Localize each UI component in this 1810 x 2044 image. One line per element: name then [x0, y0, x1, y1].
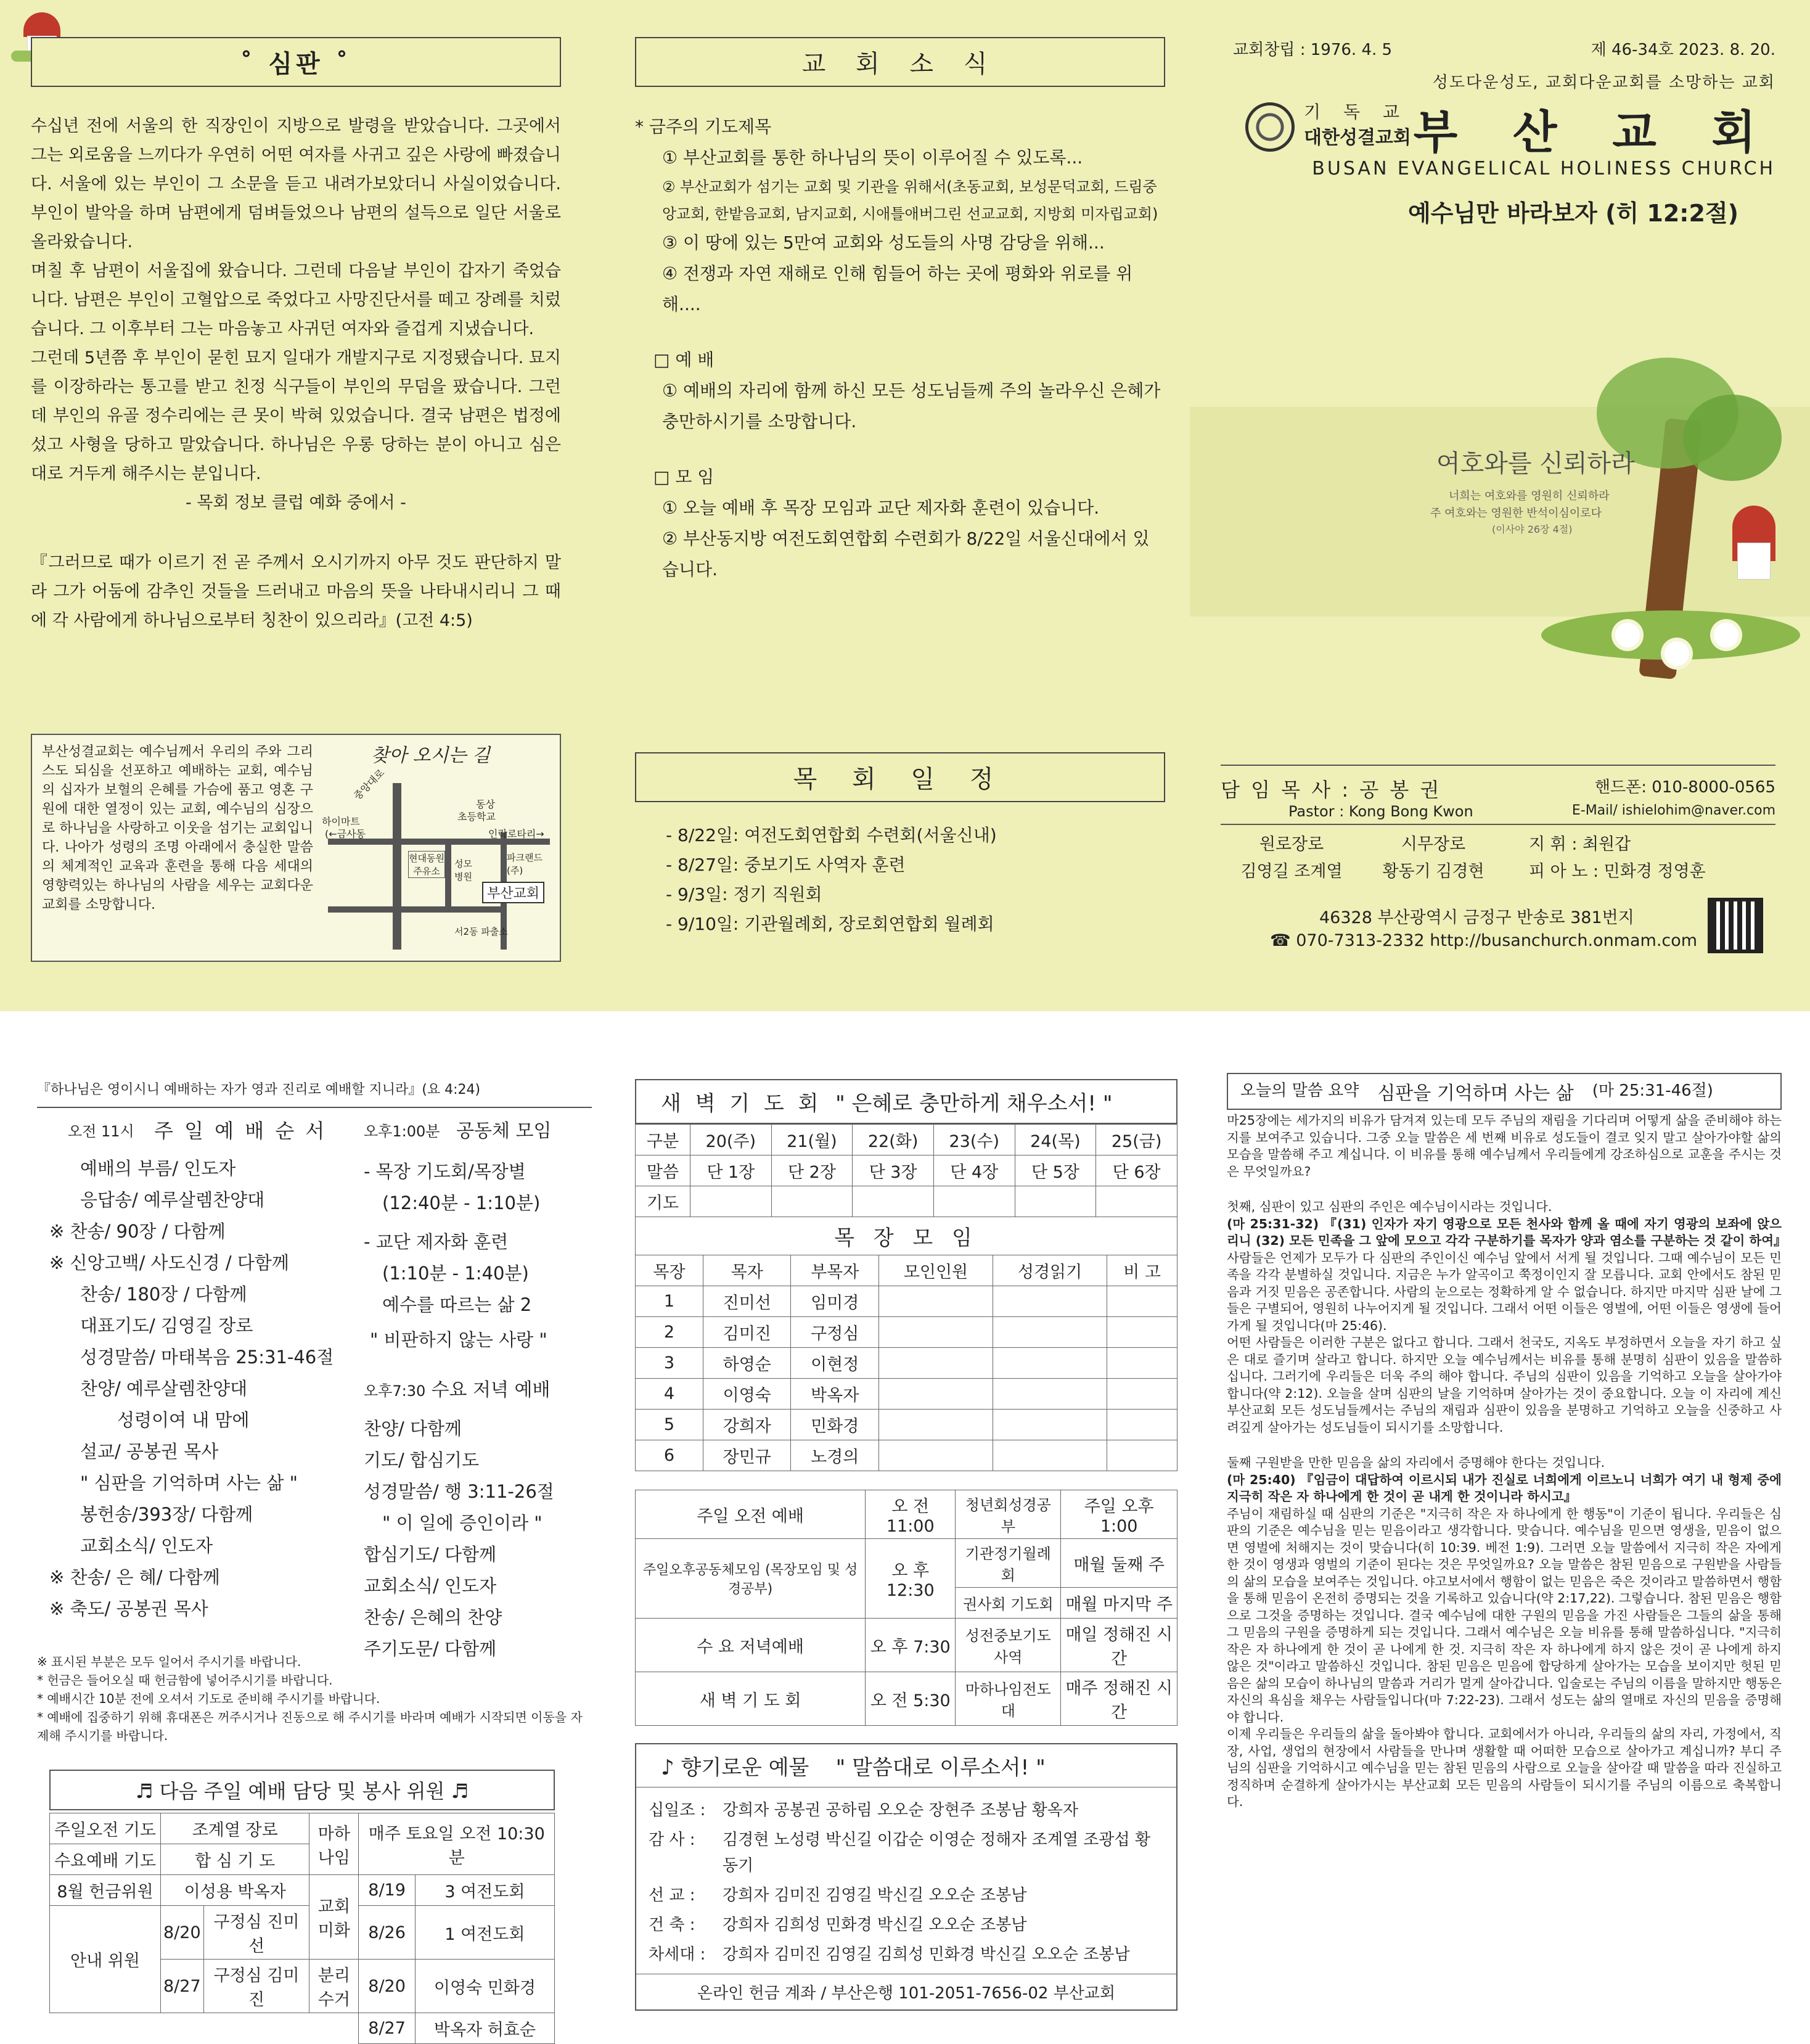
schedule-item: - 8/27일: 중보기도 사역자 훈련: [666, 855, 906, 875]
dawn-cell: 말씀: [636, 1155, 690, 1186]
wed-item: " 이 일에 증인이라 ": [382, 1512, 543, 1533]
sermon-paragraph: 사람들은 언제가 모두가 다 심판의 주인이신 예수님 앞에서 서게 될 것입니다. 그때 예수님이 모든 민족을 각각 분별하실 것입니다. 지금은 누가 알곡이고 쭉정이인지 잘 모릅니다. 교회 안에서도 참된 믿음과 거짓 믿음은 공존합니다. 사람의 눈으로는 정확하게 알 수 없습니다. 하지만 마지막 심판 날에 그들은 구별되어, 영원히 나누어지게 될 것입니다. 그래서 어떤 이들은 영벌에, 어떤 이들은 영생에 들어가게 될 것입니다(마 25:46).: [1227, 1250, 1782, 1333]
cell-table: [635, 1255, 1177, 1471]
cell-leader: 이영숙: [703, 1379, 791, 1410]
guide-date: 8/20: [161, 1906, 204, 1960]
meeting-item: ② 부산동지방 여전도회연합회 수련회가 8/22일 서울신대에서 있습니다.: [662, 528, 1150, 580]
offering-names: 강희자 김미진 김영길 박신길 오오순 조봉남: [723, 1886, 1027, 1905]
offering-label: 건 축 :: [649, 1916, 695, 1934]
offering-names: 김경현 노성령 박신길 이갑순 이영순 정해자 조계열 조광섭 황동기: [723, 1831, 1151, 1875]
order-item: ※ 신앙고백/ 사도신경 / 다함께: [49, 1252, 289, 1273]
cell-leader: 하영순: [703, 1348, 791, 1379]
beauty-date: 8/19: [359, 1875, 415, 1906]
afternoon-item: - 목장 기도회/목장별: [364, 1161, 526, 1182]
duty-title: ♬ 다음 주일 예배 담당 및 봉사 위원 ♬: [49, 1770, 555, 1810]
afternoon-item: (1:10분 - 1:40분): [382, 1263, 529, 1284]
judgment-paragraph: 수십년 전에 서울의 한 직장인이 지방으로 발령을 받았습니다. 그곳에서 그는 외로움을 느끼다가 우연히 어떤 여자를 사귀고 깊은 사랑에 빠졌습니다. 서울에 있는 부인이 그 소문을 듣고 내려가보았더니 사실이었습니다. 부인이 발악을 하며 남편에게 덤벼들었으나 남편의 설득으로 일단 서울로 올라왔습니다.: [31, 117, 561, 252]
sermon-paragraph: 둘째 구원받을 만한 믿음을 삶의 자리에서 증명해야 한다는 것입니다.: [1227, 1455, 1605, 1470]
intro-text: 부산성결교회는 예수님께서 우리의 주와 그리스도 되심을 선포하고 예배하는 교회, 예수님의 십자가 보혈의 은혜를 가슴에 품고 영혼 구원에 대한 열정이 있는 교회, 예수님의 심장으로 하나님을 사랑하고 이웃을 섬기는 교회입니다. 나아가 성령의 조명 아래에서 충실한 말씀의 체계적인 교육과 훈련을 통해 다음 세대의 영향력있는 하나님의 사람을 세우는 교회다운 교회를 소망합니다.: [42, 744, 313, 913]
offering-label: 십일조 :: [649, 1801, 706, 1820]
cell-leader: 김미진: [703, 1317, 791, 1348]
judgment-paragraph: 그런데 5년쯤 후 부인이 묻힌 묘지 일대가 개발지구로 지정됐습니다. 묘지를 이장하라는 통고를 받고 친정 식구들이 부인의 무덤을 팠습니다. 그런데 부인의 유골 정수리에는 큰 못이 박혀 있었습니다. 결국 남편은 법정에 섰고 사형을 당하고 말았습니다. 하나님은 우롱 당하는 분이 아니고 심은 대로 거두게 해주시는 분입니다.: [31, 348, 561, 483]
offering-title: ♪ 향기로운 예물: [661, 1755, 809, 1780]
recycle-label: 분리 수거: [309, 1960, 359, 2013]
offering-box: [635, 1743, 1177, 2011]
cell-subleader: 박옥자: [791, 1379, 878, 1410]
order-item: ※ 찬송/ 90장 / 다함께: [49, 1221, 226, 1242]
cell-col: 부목자: [791, 1255, 878, 1286]
meeting-heading: □ 모 임: [653, 467, 715, 487]
schedule-panel: [635, 752, 1165, 939]
schedule-list: [635, 821, 1165, 939]
dawn-col: 25(금): [1096, 1125, 1177, 1155]
order-item: ※ 찬송/ 은 혜/ 다함께: [49, 1567, 220, 1588]
church-name: 부 산 교 회: [1413, 106, 1775, 159]
map-label: 인락로타리→: [488, 828, 544, 840]
service-name: 새 벽 기 도 회: [636, 1672, 866, 1726]
map-label: (←금사동: [325, 828, 366, 840]
cell-subleader: 민화경: [791, 1410, 878, 1440]
cell-subleader: 노경의: [791, 1440, 878, 1471]
founded-date: 교회창립 : 1976. 4. 5: [1233, 41, 1393, 59]
order-item: 찬송/ 180장 / 다함께: [80, 1284, 247, 1305]
note: * 예배시간 10분 전에 오셔서 기도로 준비해 주시기를 바랍니다.: [37, 1691, 380, 1706]
elder-active-names: 황동기 김경현: [1382, 862, 1484, 881]
duty-value: 이성용 박옥자: [161, 1875, 309, 1906]
service-time: 매월 마지막 주: [1061, 1588, 1177, 1619]
prayer-item: ④ 전쟁과 자연 재해로 인해 힘들어 하는 곳에 평화와 위로를 위해....: [662, 263, 1133, 314]
order-item: ※ 축도/ 공봉권 목사: [49, 1598, 208, 1619]
dawn-col: 구분: [636, 1125, 690, 1155]
afternoon-item: 예수를 따르는 삶 2: [382, 1294, 532, 1315]
cell-subleader: 임미경: [791, 1286, 878, 1317]
map-label: 파크랜드(주): [507, 852, 543, 876]
beauty-team: 3 여전도회: [415, 1875, 554, 1906]
am-time: 오전 11시: [68, 1123, 134, 1140]
wed-title: 수요 저녁 예배: [431, 1379, 551, 1401]
sermon-title: 심판을 기억하며 사는 삶: [1377, 1083, 1574, 1104]
order-item: 예배의 부름/ 인도자: [80, 1158, 236, 1179]
pastor-phone: 핸드폰: 010-8000-0565: [1594, 778, 1775, 797]
flower-icon: [1615, 623, 1640, 647]
church-logo-icon: [1245, 102, 1295, 152]
service-times-table: [635, 1490, 1177, 1726]
dawn-header: [635, 1079, 1177, 1124]
sermon-label: 오늘의 말씀 요약: [1240, 1082, 1359, 1100]
dawn-cell: 단 5장: [1015, 1155, 1096, 1186]
afternoon-item: " 비판하지 않는 사랑 ": [370, 1329, 547, 1350]
dawn-table: [635, 1124, 1177, 1217]
service-name: 기관정기월례회: [956, 1539, 1061, 1588]
service-name: 청년회성경공부: [956, 1490, 1061, 1539]
prayer-item: ② 부산교회가 섬기는 교회 및 기관을 위해서(초동교회, 보성문덕교회, 드림중앙교회, 한밭음교회, 남지교회, 시애틀애버그린 선교교회, 지방회 미자립교회): [662, 178, 1158, 223]
order-item: 응답송/ 예루살렘찬양대: [80, 1189, 265, 1210]
sermon-reference: (마 25:31-46절): [1592, 1082, 1713, 1100]
offering-account: 온라인 헌금 계좌 / 부산은행 101-2051-7656-02 부산교회: [636, 1974, 1176, 2003]
order-item: 성령이여 내 맘에: [117, 1410, 250, 1430]
beauty-date: 8/26: [359, 1906, 415, 1960]
dawn-col: 24(목): [1015, 1125, 1096, 1155]
theme-verse: 예수님만 바라보자 (히 12:2절): [1407, 200, 1738, 227]
service-name: 주일 오전 예배: [636, 1490, 866, 1539]
wed-item: 교회소식/ 인도자: [364, 1575, 497, 1596]
guide-date: 8/27: [161, 1960, 204, 2013]
judgment-verse: 『그러므로 때가 이르기 전 곧 주께서 오시기까지 아무 것도 판단하지 말라 그가 어둠에 감추인 것들을 드러내고 마음의 뜻을 나타내시리니 그 때에 각 사람에게 하나님으로부터 칭찬이 있으리라』(고전 4:5): [31, 553, 561, 630]
cell-col: 비 고: [1107, 1255, 1177, 1286]
sermon-body: [1227, 1112, 1787, 1811]
sermon-paragraph: 첫째, 심판이 있고 심판의 주인은 예수님이시라는 것입니다.: [1227, 1199, 1552, 1214]
duty-panel: [49, 1770, 555, 2044]
service-name: 마하나임전도대: [956, 1672, 1061, 1726]
service-time: 주일 오후 1:00: [1061, 1490, 1177, 1539]
prayer-item: ③ 이 땅에 있는 5만여 교회와 성도들의 사명 감당을 위해...: [662, 232, 1105, 253]
denomination-top: 기 독 교: [1304, 102, 1408, 122]
afternoon-list: [364, 1156, 598, 1665]
pianist: 피 아 노 : 민화경 정영훈: [1529, 862, 1706, 881]
directions-map: [322, 740, 556, 956]
dawn-cell: 기도: [636, 1186, 690, 1217]
order-item: 봉헌송/393장/ 다함께: [80, 1504, 253, 1525]
map-church-label: 부산교회: [482, 882, 544, 903]
note: ※ 표시된 부분은 모두 일어서 주시기를 바랍니다.: [37, 1654, 301, 1669]
news-body: [635, 112, 1165, 585]
afternoon-item: - 교단 제자화 훈련: [364, 1231, 509, 1252]
cell-col: 목장: [636, 1255, 703, 1286]
sermon-paragraph: 마25장에는 세가지의 비유가 담겨져 있는데 모두 주님의 재림을 기다리며 어떻게 삶을 준비해야 하는 지를 보여주고 있습니다. 그중 오늘 말씀은 세 번째 비유로 성도들이 결코 잊지 말고 살아가야할 삶의 모습을 말씀해 주고 계십니다. 이 비유를 통해 예수님께서 우리들에게 강조하심으로 교훈을 주시는 것은 무엇일까요?: [1227, 1113, 1782, 1179]
guide-names: 구정심 김미진: [203, 1960, 309, 2013]
map-label: 중앙대로: [351, 766, 387, 802]
cell-row-num: 3: [636, 1348, 703, 1379]
sermon-title-item: " 심판을 기억하며 사는 삶 ": [80, 1472, 298, 1493]
cell-col: 성경읽기: [993, 1255, 1107, 1286]
tree-illustration: [1578, 345, 1800, 691]
issue-number: 제 46-34호 2023. 8. 20.: [1591, 41, 1775, 59]
wed-item: 주기도문/ 다함께: [364, 1638, 497, 1659]
church-contact: ☎ 070-7313-2332 http://busanchurch.onmam.com: [1270, 931, 1698, 950]
cell-row-num: 2: [636, 1317, 703, 1348]
mahana-head: 매주 토요일 오전 10:30분: [359, 1813, 555, 1875]
prayer-heading: * 금주의 기도제목: [635, 117, 772, 137]
map-label: 현대동원 주유소: [408, 851, 445, 878]
cell-row-num: 4: [636, 1379, 703, 1410]
staff-info: [1221, 765, 1775, 966]
sermon-quote: (마 25:40) 『임금이 대답하여 이르시되 내가 진실로 너희에게 이르노니 너희가 여기 내 형제 중에 지극히 작은 자 하나에게 한 것이 곧 내게 한 것이니라 하시고』: [1227, 1472, 1782, 1504]
banner-reference: (이사야 26장 4절): [1492, 523, 1573, 535]
elder-emeritus-label: 원로장로: [1259, 835, 1324, 854]
order-notes: [37, 1652, 592, 1745]
duty-table: [49, 1813, 555, 2044]
judgment-source: - 목회 정보 클럽 예화 중에서 -: [186, 493, 406, 512]
pastor-english: Pastor : Kong Bong Kwon: [1288, 803, 1473, 820]
service-time: 오 전 5:30: [866, 1672, 956, 1726]
dawn-cell: 단 6장: [1096, 1155, 1177, 1186]
sermon-header: [1227, 1073, 1782, 1110]
cell-row-num: 1: [636, 1286, 703, 1317]
note: * 예배에 집중하기 위해 휴대폰은 꺼주시거나 진동으로 해 주시기를 바라며 예배가 시작되면 이동을 자제해 주시기를 바랍니다.: [37, 1710, 583, 1743]
service-time: 매일 정해진 시간: [1061, 1619, 1177, 1672]
qr-code-icon: [1708, 898, 1763, 953]
duty-label: 8월 헌금위원: [50, 1875, 161, 1906]
banner-title: 여호와를 신뢰하라: [1436, 449, 1635, 478]
service-time: 오 전 11:00: [866, 1490, 956, 1539]
duty-value: 조계열 장로: [161, 1813, 309, 1844]
service-name: 권사회 기도회: [956, 1588, 1061, 1619]
dawn-cell: 단 2장: [771, 1155, 853, 1186]
motto: 성도다운성도, 교회다운교회를 소망하는 교회: [1432, 73, 1775, 92]
sermon-paragraph: 어떤 사람들은 이러한 구분은 없다고 합니다. 그래서 천국도, 지옥도 부정하면서 오늘을 자기 하고 싶은 대로 즐기며 살라고 합니다. 하지만 오늘 예수님께서는 비유를 통해 분명히 심판이 있음을 말씀하십니다. 그러기에 우리들은 더욱 주의 해야 합니다. 주님의 심판이 있음을 기억하고 오늘을 살아가야 합니다(약 2:12). 오늘을 살며 심판의 날을 기억하며 살아가는 것이 중요합니다. 오늘 이 자리에 계신 부산교회 모든 성도님들께서는 주님의 재림과 심판이 있음을 분명하고 기억하고 오늘을 신중하고 사려깊게 살아가는 성도님들이 되시기를 소망합니다.: [1227, 1335, 1782, 1435]
offering-label: 감 사 :: [649, 1831, 695, 1849]
bulletin-inner-page: [0, 1024, 1810, 2040]
order-verse: 『하나님은 영이시니 예배하는 자가 영과 진리로 예배할 지니라』(요 4:24): [37, 1082, 481, 1098]
order-item: 대표기도/ 김영길 장로: [80, 1315, 253, 1336]
beauty-label: 교회 미화: [309, 1875, 359, 1960]
elder-active-label: 시무장로: [1401, 835, 1466, 854]
pastor-label: 담 임 목 사 : 공 봉 권: [1221, 778, 1442, 802]
sermon-paragraph: 주님이 재림하실 때 심판의 기준은 "지극히 작은 자 하나에게 한 행동"이 기준이 됩니다. 우리들은 심판의 기준은 예수님을 믿는 믿음이라고 생각합니다. 맞습니다. 예수님을 믿으면 영생을, 믿음이 없으면 영벌에 처해지는 것이 맞습니다(히 10:39. 베전 1:9). 그러면 오늘 말씀에서 지극히 작은 자에게 한 것이 영생과 영벌의 기준이 된다는 것은 무엇일까요? 오늘 말씀은 참된 믿음으로 구원받을 사람들의 삶의 모습을 보여주는 것입니다. 야고보서에서 행함이 없는 믿음은 죽은 것이라고 말씀하면서 행함을 통해 믿음이 온전히 증명되는 것을 기록하고 있습니다(약 2:17,22). 그렇습니다. 참된 믿음은 행함으로 그것을 증명하는 것입니다. 결국 예수님에 대한 구원의 믿음을 가진 사람들은 그들의 삶을 통해 그 믿음의 구원을 증명하게 되는 것입니다. 그래서 예수님은 오늘 비유를 통해 말씀하십니다. "지극히 작은 자 하나에게 한 것이 곧 나에게 한 것. 지극히 작은 자 하나에게 하지 않은 것이 곧 나에게 하지 않은 것"이라고 말씀하신 것입니다. 참된 믿음은 믿음에 합당하게 살아가는 모습을 보이지만 헛된 믿음은 삶의 모습이 하나님의 말씀과 거리가 멀게 살아갑니다. 입술로는 주님의 이름을 말하지만 행동은 자신의 욕심을 채우는 사람들입니다(마 7:22-23). 그래서 성도는 삶의 열매로 자신의 믿음을 증명해야 합니다.: [1227, 1506, 1782, 1725]
dawn-col: 21(월): [771, 1125, 853, 1155]
sermon-panel: [1227, 1073, 1787, 1811]
offering-subtitle: " 말씀대로 이루소서! ": [835, 1755, 1046, 1780]
beauty-team: 1 여전도회: [415, 1906, 554, 1960]
bulletin-outer-page: [0, 0, 1810, 1011]
cell-row-num: 5: [636, 1410, 703, 1440]
guide-names: 구정심 진미선: [203, 1906, 309, 1960]
service-name: 성전중보기도사역: [956, 1619, 1061, 1672]
cell-col: 목자: [703, 1255, 791, 1286]
order-item: 설교/ 공봉권 목사: [80, 1441, 219, 1462]
news-panel: [635, 37, 1165, 585]
wed-time: 오후7:30: [364, 1382, 426, 1400]
mahana-label: 마하 나임: [309, 1813, 359, 1875]
dawn-subtitle: " 은혜로 충만하게 채우소서! ": [835, 1091, 1113, 1116]
sermon-gap: [1227, 1436, 1782, 1455]
duty-label: 주일오전 기도: [50, 1813, 161, 1844]
map-label: 하이마트: [322, 816, 360, 827]
flower-icon: [1714, 623, 1738, 647]
order-item: 교회소식/ 인도자: [80, 1535, 213, 1556]
map-label: 성모병원: [454, 858, 472, 882]
recycle-names: 박옥자 허효순: [415, 2013, 554, 2044]
judgment-panel: [31, 37, 561, 635]
cell-leader: 장민규: [703, 1440, 791, 1471]
banner-line: 주 여호와는 영원한 반석이심이로다: [1430, 507, 1602, 520]
cover-panel: [1233, 37, 1775, 228]
service-name: 수 요 저녁예배: [636, 1619, 866, 1672]
cell-leader: 진미선: [703, 1286, 791, 1317]
note: * 헌금은 들어오실 때 헌금함에 넣어주시기를 바랍니다.: [37, 1673, 333, 1688]
wed-item: 기도/ 합심기도: [364, 1450, 480, 1471]
map-label: 초등학교: [457, 811, 496, 823]
offering-names: 강희자 공봉권 공하림 오오순 장현주 조봉남 황옥자: [723, 1801, 1079, 1820]
duty-label: 수요예배 기도: [50, 1844, 161, 1875]
church-english-name: BUSAN EVANGELICAL HOLINESS CHURCH: [1312, 158, 1775, 179]
judgment-title: ˚ 심판 ˚: [31, 37, 561, 87]
cell-leader: 강희자: [703, 1410, 791, 1440]
dawn-cell: 단 3장: [853, 1155, 934, 1186]
afternoon-item: (12:40분 - 1:10분): [382, 1192, 541, 1213]
worship-item: ① 예배의 자리에 함께 하신 모든 성도님들께 주의 놀라우신 은혜가 충만하시기를 소망합니다.: [662, 380, 1161, 432]
offering-list: [636, 1787, 1176, 1974]
elder-emeritus-names: 김영길 조계열: [1240, 862, 1343, 881]
sunday-order-list: [49, 1153, 358, 1625]
worship-heading: □ 예 배: [653, 350, 715, 370]
recycle-names: 이영숙 민화경: [415, 1960, 554, 2013]
duty-value: 합 심 기 도: [161, 1844, 309, 1875]
offering-names: 강희자 김미진 김영길 김희성 민화경 박신길 오오순 조봉남: [723, 1945, 1130, 1964]
recycle-date: 8/27: [359, 2013, 415, 2044]
guide-label: 안내 위원: [50, 1906, 161, 2013]
dawn-col: 20(주): [690, 1125, 771, 1155]
cell-title: 목 장 모 임: [635, 1217, 1177, 1255]
pm-time: 오후1:00분: [364, 1123, 440, 1140]
service-name: 주일오후공동체모임 (목장모임 및 성경공부): [636, 1539, 866, 1619]
offering-names: 강희자 김희성 민화경 박신길 오오순 조봉남: [723, 1916, 1027, 1934]
wed-item: 성경말씀/ 행 3:11-26절: [364, 1481, 554, 1502]
sermon-quote: (마 25:31-32) 『(31) 인자가 자기 영광으로 모든 천사와 함께 올 때에 자기 영광의 보좌에 앉으리니 (32) 모든 민족을 그 앞에 모으고 각각 구분하기를 목자가 양과 염소를 구분하는 것 같이 하여』: [1227, 1216, 1787, 1248]
service-time: 오 후 12:30: [866, 1539, 956, 1619]
offering-label: 차세대 :: [649, 1945, 706, 1964]
dawn-cell: 단 1장: [690, 1155, 771, 1186]
church-address: 46328 부산광역시 금정구 반송로 381번지: [1319, 908, 1634, 927]
sermon-gap: [1227, 1180, 1782, 1199]
schedule-item: - 9/3일: 정기 직원회: [666, 884, 822, 905]
service-time: 매주 정해진 시간: [1061, 1672, 1177, 1726]
pm-title: 공동체 모임: [456, 1120, 552, 1142]
wed-item: 찬양/ 다함께: [364, 1418, 462, 1439]
center-panel: [635, 1079, 1177, 2011]
judgment-paragraph: 며칠 후 남편이 서울집에 왔습니다. 그런데 다음날 부인이 갑자기 죽었습니다. 남편은 부인이 고혈압으로 죽었다고 사망진단서를 떼고 장례를 치렀습니다. 그 이후부터 그는 마음놓고 사귀던 여자와 즐겁게 지냈습니다.: [31, 261, 561, 339]
service-time: 오 후 7:30: [866, 1619, 956, 1672]
flower-icon: [1665, 641, 1689, 666]
dawn-col: 22(화): [853, 1125, 934, 1155]
dawn-title: 새 벽 기 도 회: [661, 1091, 822, 1116]
judgment-story: [31, 112, 561, 517]
conductor: 지 휘 : 최원갑: [1529, 835, 1631, 854]
cell-row-num: 6: [636, 1440, 703, 1471]
denomination: 대한성결교회: [1304, 127, 1411, 149]
map-label: 동상: [476, 798, 495, 810]
cell-col: 모인인원: [878, 1255, 993, 1286]
offering-label: 선 교 :: [649, 1886, 695, 1905]
service-time: 매월 둘째 주: [1061, 1539, 1177, 1588]
dawn-col: 23(수): [933, 1125, 1015, 1155]
schedule-item: - 9/10일: 기관월례회, 장로회연합회 월례회: [666, 914, 994, 934]
order-item: 찬양/ 예루살렘찬양대: [80, 1378, 248, 1399]
order-item: 성경말씀/ 마태복음 25:31-46절: [80, 1347, 334, 1368]
schedule-item: - 8/22일: 여전도회연합회 수련회(서울신내): [666, 825, 997, 845]
news-title: 교 회 소 식: [635, 37, 1165, 87]
pastor-email: E-Mail/ ishielohim@naver.com: [1571, 803, 1775, 818]
cell-subleader: 구정심: [791, 1317, 878, 1348]
wed-item: 합심기도/ 다함께: [364, 1544, 497, 1565]
sermon-paragraph: 이제 우리들은 우리들의 삶을 돌아봐야 합니다. 교회에서가 아니라, 우리들의 삶의 자리, 가정에서, 직장, 사업, 생업의 현장에서 사람들을 만나며 생활할 때 어떠한 모습으로 살아가고 계십니까? 부디 주님의 심판을 기억하시고 예수님을 믿는 참된 믿음의 사람으로 오늘을 살아갈 때 말씀을 따라 진실하고 정직하며 순결하게 살아가시는 부산교회 모든 믿음의 사람들이 되시기를 주님의 이름으로 축복합니다.: [1227, 1726, 1782, 1809]
order-panel: [37, 1079, 592, 1743]
map-title: 찾아 오시는 길: [371, 745, 490, 766]
dawn-cell: 단 4장: [933, 1155, 1015, 1186]
intro-box: [31, 734, 561, 962]
recycle-date: 8/20: [359, 1960, 415, 2013]
cell-subleader: 이현정: [791, 1348, 878, 1379]
map-label: 서2동 파출소: [454, 926, 508, 937]
prayer-item: ① 부산교회를 통한 하나님의 뜻이 이루어질 수 있도록...: [662, 147, 1083, 168]
banner-line: 너희는 여호와를 영원히 신뢰하라: [1449, 490, 1610, 503]
schedule-title: 목 회 일 정: [635, 752, 1165, 802]
wed-item: 찬송/ 은혜의 찬양: [364, 1607, 502, 1628]
am-title: 주 일 예 배 순 서: [154, 1119, 327, 1143]
meeting-item: ① 오늘 예배 후 목장 모임과 교단 제자화 훈련이 있습니다.: [662, 498, 1100, 518]
